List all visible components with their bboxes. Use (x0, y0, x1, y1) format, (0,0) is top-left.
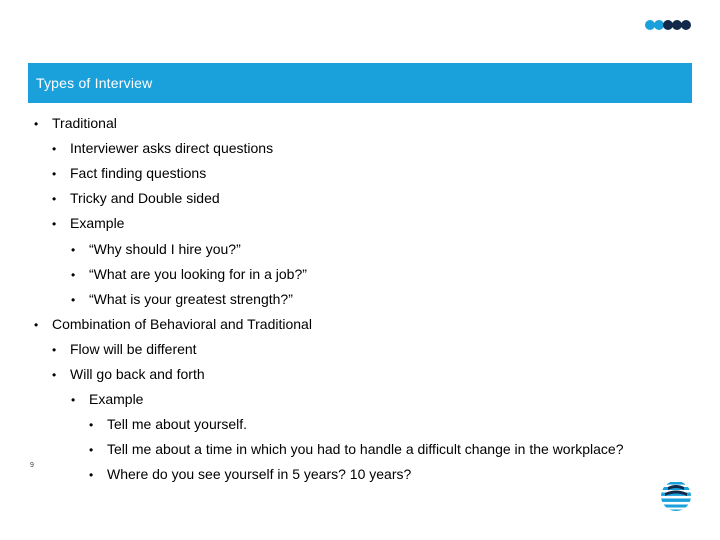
bullet-text: Where do you see yourself in 5 years? 10 years? (107, 466, 412, 483)
bullet-mark: • (52, 192, 57, 207)
bullet-item-level-3 (89, 412, 247, 436)
page-number: 9 (30, 462, 34, 469)
bullet-text: “Why should I hire you?” (89, 240, 241, 257)
bullet-item-level-2 (71, 237, 241, 261)
bullet-mark: • (89, 443, 94, 458)
bullet-mark: • (89, 468, 94, 483)
bullet-text: Traditional (52, 115, 117, 131)
bullet-item-level-1 (52, 186, 220, 210)
bullet-mark: • (71, 242, 76, 257)
bullet-mark: • (34, 117, 39, 131)
bullet-item-level-1 (52, 211, 124, 235)
bullet-mark: • (52, 167, 57, 182)
brand-dots (645, 18, 693, 32)
bullet-text: Flow will be different (70, 340, 197, 357)
bullet-mark: • (52, 142, 57, 157)
bullet-text: Tell me about yourself. (107, 416, 248, 433)
bullet-mark: • (52, 217, 57, 232)
bullet-text: Fact finding questions (70, 165, 207, 182)
bullet-text: Example (70, 215, 125, 232)
bullet-item-level-2 (71, 387, 143, 411)
bullet-item-level-0 (34, 111, 117, 135)
bullet-mark: • (34, 317, 39, 332)
bullet-item-level-3 (89, 437, 624, 461)
brand-dot (681, 20, 691, 30)
att-globe-icon (660, 480, 692, 512)
bullet-item-level-1 (52, 337, 197, 361)
bullet-item-level-2 (71, 287, 293, 311)
bullet-text: Interviewer asks direct questions (70, 140, 274, 157)
bullet-text: Will go back and forth (70, 366, 205, 382)
bullet-item-level-1 (52, 161, 206, 185)
bullet-text: “What is your greatest strength?” (89, 290, 293, 307)
bullet-mark: • (71, 292, 76, 307)
bullet-item-level-1 (52, 136, 273, 160)
bullet-text: Example (89, 391, 144, 408)
bullet-mark: • (71, 393, 76, 408)
slide-title: Types of Interview (36, 75, 153, 91)
bullet-mark: • (89, 418, 94, 433)
bullet-mark: • (52, 342, 57, 357)
bullet-item-level-0 (34, 312, 312, 336)
bullet-item-level-1 (52, 362, 205, 386)
bullet-mark: • (71, 267, 76, 282)
bullet-text: Combination of Behavioral and Traditional (52, 315, 312, 332)
bullet-text: Tell me about a time in which you had to handle a difficult change in the workplace? (107, 441, 624, 458)
bullet-item-level-2 (71, 262, 307, 286)
bullet-text: “What are you looking for in a job?” (89, 265, 307, 282)
bullet-mark: • (52, 368, 57, 382)
bullet-item-level-3 (89, 462, 411, 486)
bullet-text: Tricky and Double sided (70, 190, 220, 207)
header-bar (28, 63, 692, 103)
